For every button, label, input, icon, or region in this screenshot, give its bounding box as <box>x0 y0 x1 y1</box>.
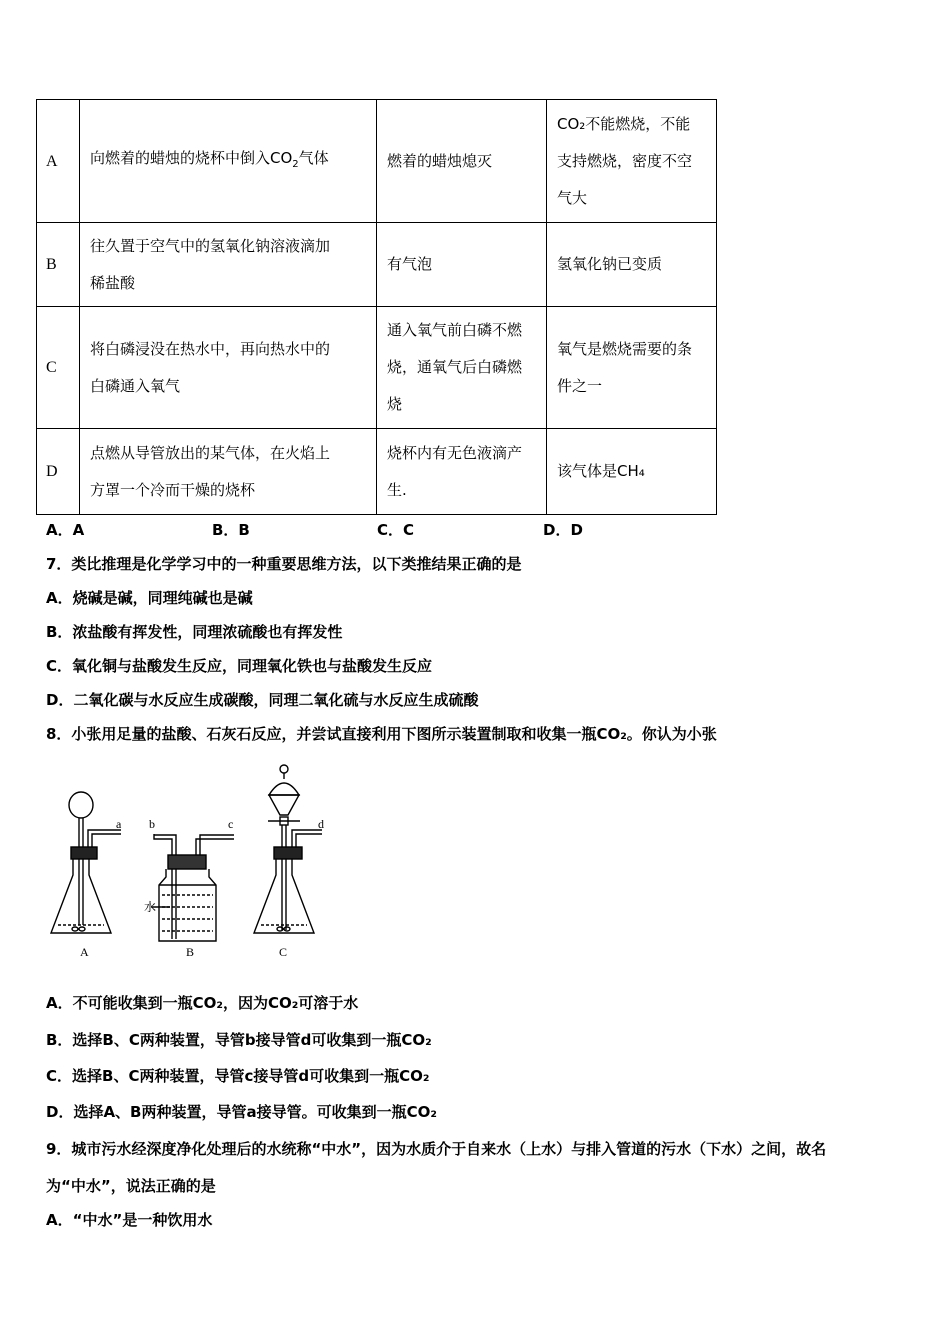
label-apparatus-a: A <box>80 945 89 959</box>
q7-option-a[interactable]: A．烧碱是碱，同理纯碱也是碱 <box>46 589 253 607</box>
operation-cell: 往久置于空气中的氢氧化钠溶液滴加 稀盐酸 <box>80 223 377 307</box>
table-row <box>37 429 717 515</box>
label-water: 水 <box>144 900 157 914</box>
phenomenon-cell: 通入氧气前白磷不燃 烧，通氧气后白磷燃 烧 <box>377 307 547 429</box>
q6-option-a[interactable]: A．A <box>46 521 85 539</box>
conclusion-cell: 氧气是燃烧需要的条 件之一 <box>547 307 717 429</box>
q9-stem-line2: 为“中水”，说法正确的是 <box>46 1177 216 1195</box>
apparatus-b <box>151 834 234 941</box>
apparatus-c <box>254 765 322 933</box>
q8-option-c[interactable]: C．选择B、C两种装置，导管c接导管d可收集到一瓶CO₂ <box>46 1067 430 1085</box>
q7-option-b[interactable]: B．浓盐酸有挥发性，同理浓硫酸也有挥发性 <box>46 623 343 641</box>
label-d: d <box>318 817 324 831</box>
phenomenon-cell: 燃着的蜡烛熄灭 <box>377 100 547 223</box>
table-row <box>37 223 717 307</box>
q6-option-c[interactable]: C．C <box>377 521 415 539</box>
q8-option-d[interactable]: D．选择A、B两种装置，导管a接导管。可收集到一瓶CO₂ <box>46 1103 437 1121</box>
q8-stem: 8．小张用足量的盐酸、石灰石反应，并尝试直接利用下图所示装置制取和收集一瓶CO₂。你认为小张 <box>46 725 717 743</box>
row-label: B <box>37 223 80 307</box>
q8-option-a[interactable]: A．不可能收集到一瓶CO₂，因为CO₂可溶于水 <box>46 994 359 1012</box>
q6-option-b[interactable]: B．B <box>212 521 250 539</box>
q9-stem-line1: 9．城市污水经深度净化处理后的水统称“中水”，因为水质介于自来水（上水）与排入管道的污水（下水）之间，故名 <box>46 1140 827 1158</box>
phenomenon-cell: 有气泡 <box>377 223 547 307</box>
label-apparatus-b: B <box>186 945 195 959</box>
experiment-table <box>36 99 717 515</box>
apparatus-diagram <box>46 755 346 967</box>
table-row <box>37 307 717 429</box>
operation-cell: 将白磷浸没在热水中，再向热水中的 白磷通入氧气 <box>80 307 377 429</box>
operation-cell: 点燃从导管放出的某气体，在火焰上 方罩一个冷而干燥的烧杯 <box>80 429 377 515</box>
apparatus-a <box>51 792 121 933</box>
q9-option-a[interactable]: A．“中水”是一种饮用水 <box>46 1211 213 1229</box>
row-label: C <box>37 307 80 429</box>
row-label: D <box>37 429 80 515</box>
operation-cell: 向燃着的蜡烛的烧杯中倒入$CO_2$气体 <box>80 100 377 223</box>
conclusion-cell: 氢氧化钠已变质 <box>547 223 717 307</box>
row-label: A <box>37 100 80 223</box>
q8-option-b[interactable]: B．选择B、C两种装置，导管b接导管d可收集到一瓶CO₂ <box>46 1031 432 1049</box>
conclusion-cell: 该气体是CH₄ <box>547 429 717 515</box>
q6-option-d[interactable]: D．D <box>543 521 583 539</box>
label-b: b <box>149 817 155 831</box>
conclusion-cell: CO₂不能燃烧，不能 支持燃烧，密度不空 气大 <box>547 100 717 223</box>
phenomenon-cell: 烧杯内有无色液滴产 生. <box>377 429 547 515</box>
label-apparatus-c: C <box>279 945 288 959</box>
label-c: c <box>228 817 234 831</box>
q7-stem: 7．类比推理是化学学习中的一种重要思维方法，以下类推结果正确的是 <box>46 555 522 573</box>
q7-option-d[interactable]: D．二氧化碳与水反应生成碳酸，同理二氧化硫与水反应生成硫酸 <box>46 691 479 709</box>
label-a: a <box>116 817 122 831</box>
table-row <box>37 100 717 223</box>
q7-option-c[interactable]: C．氧化铜与盐酸发生反应，同理氧化铁也与盐酸发生反应 <box>46 657 433 675</box>
